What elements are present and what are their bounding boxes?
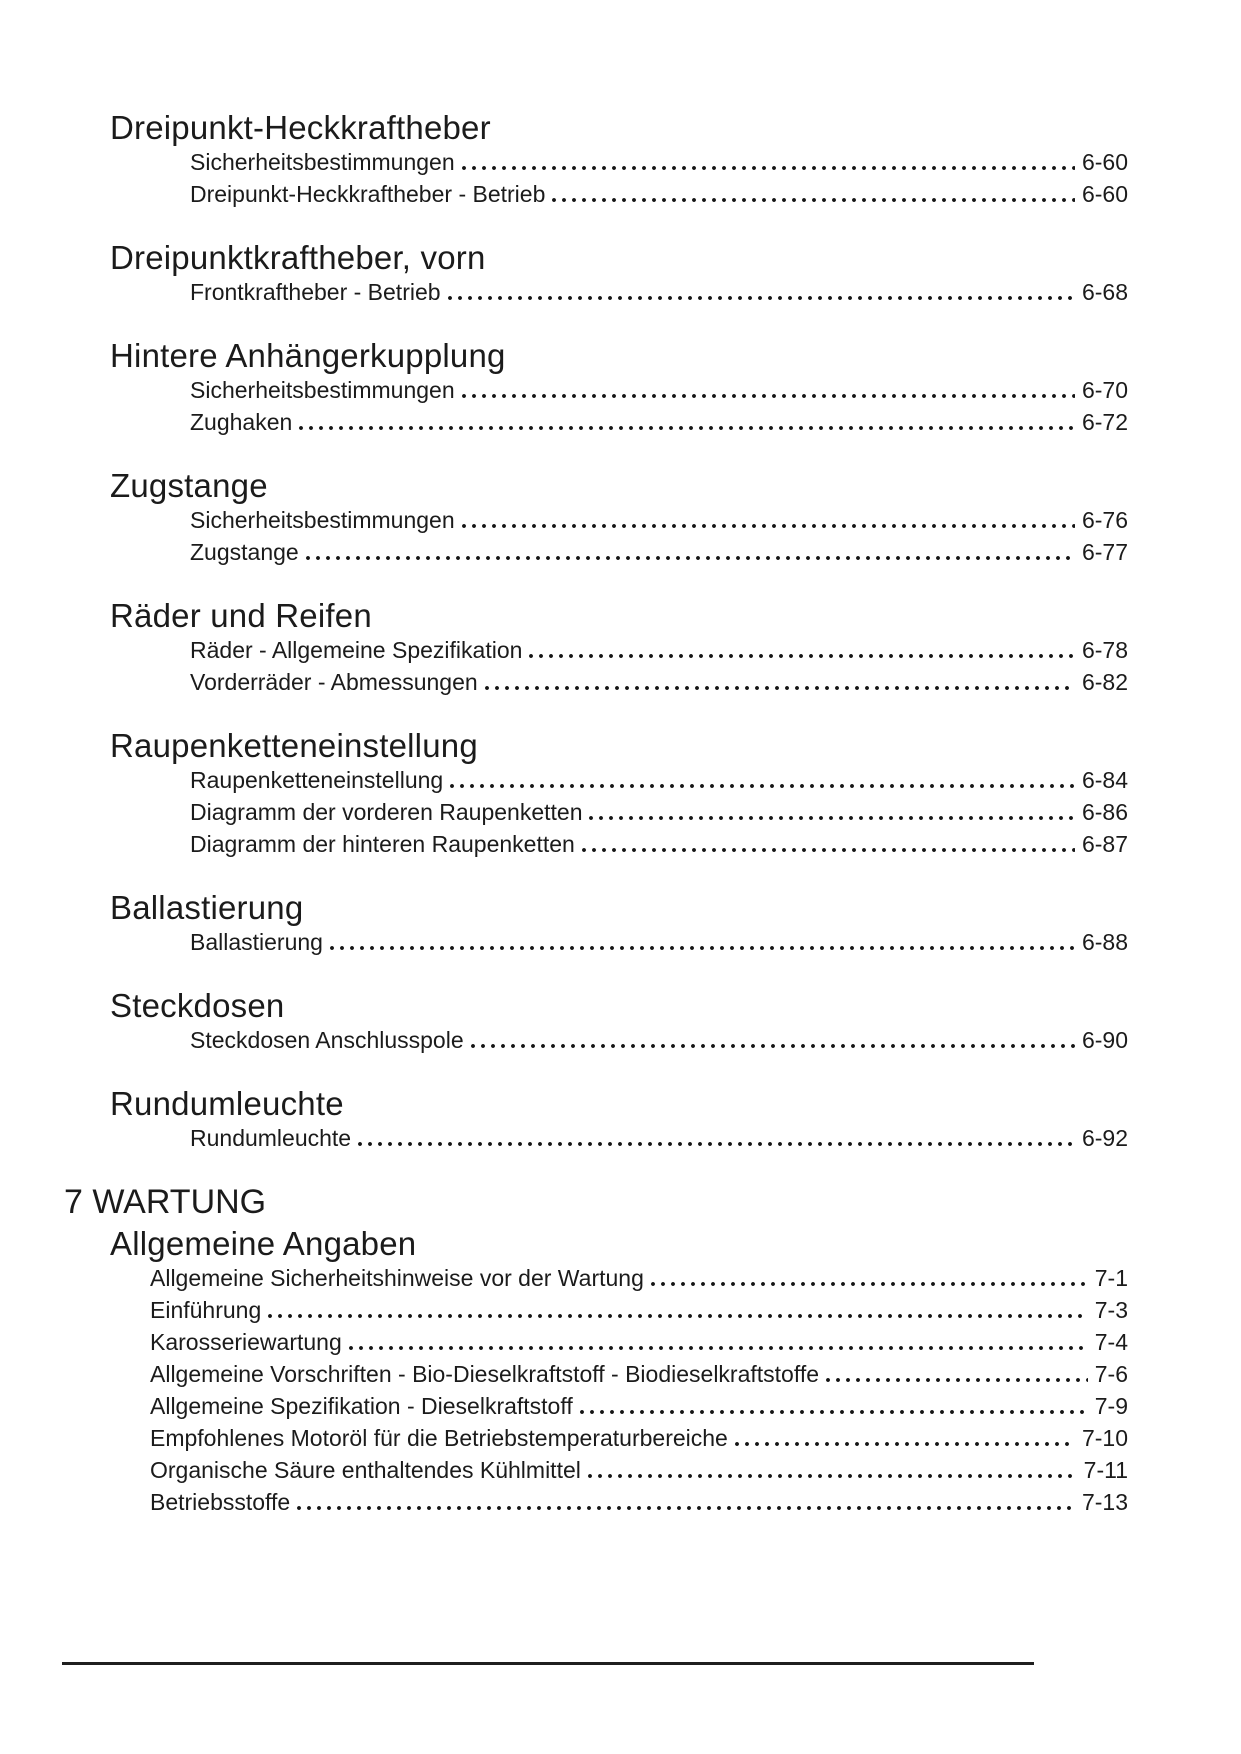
dot-leader — [349, 1346, 1088, 1350]
toc-section — [0, 1226, 1128, 1518]
toc-entry-label: Dreipunkt-Heckkraftheber - Betrieb — [190, 181, 546, 207]
toc-entry — [190, 406, 1128, 438]
toc-entry — [190, 666, 1128, 698]
section-entries — [190, 764, 1128, 860]
toc-entry — [150, 1358, 1128, 1390]
toc-entry — [190, 374, 1128, 406]
toc-entry-page: 6-68 — [1081, 279, 1128, 305]
dot-leader — [589, 816, 1074, 820]
section-title: Raupenketteneinstellung — [110, 727, 478, 764]
dot-leader — [529, 654, 1075, 658]
toc-section — [0, 728, 1128, 860]
toc-entry — [150, 1294, 1128, 1326]
section-entries — [190, 146, 1128, 210]
dot-leader — [826, 1378, 1088, 1382]
dot-leader — [306, 556, 1075, 560]
toc-entry — [190, 536, 1128, 568]
dot-leader — [485, 686, 1075, 690]
toc-entry-label: Raupenketteneinstellung — [190, 767, 444, 793]
toc-entry-page: 6-84 — [1081, 767, 1128, 793]
toc-section — [0, 598, 1128, 698]
toc-entry-label: Einführung — [150, 1297, 262, 1323]
section-entries — [190, 634, 1128, 698]
toc-entry — [150, 1454, 1128, 1486]
section-title: Zugstange — [110, 467, 268, 504]
dot-leader — [552, 198, 1075, 202]
toc-entry-page: 7-6 — [1094, 1361, 1128, 1387]
toc-entry — [150, 1326, 1128, 1358]
toc-entry — [190, 926, 1128, 958]
toc-entry — [190, 634, 1128, 666]
toc-section — [0, 468, 1128, 568]
toc-entry-label: Zughaken — [190, 409, 293, 435]
chapter-title: 7 WARTUNG — [64, 1183, 267, 1221]
toc-entry-label: Rundumleuchte — [190, 1125, 352, 1151]
toc-entry-page: 6-82 — [1081, 669, 1128, 695]
toc-entry-page: 7-4 — [1094, 1329, 1128, 1355]
section-entries — [190, 1024, 1128, 1056]
toc-entry-label: Empfohlenes Motoröl für die Betriebstemperaturbereiche — [150, 1425, 728, 1451]
dot-leader — [735, 1442, 1075, 1446]
toc-entry-label: Zugstange — [190, 539, 299, 565]
section-title: Hintere Anhängerkupplung — [110, 337, 506, 374]
toc-entry — [190, 828, 1128, 860]
toc-entry-page: 6-70 — [1081, 377, 1128, 403]
toc-entry-label: Karosseriewartung — [150, 1329, 342, 1355]
toc-entry-label: Allgemeine Spezifikation - Dieselkraftstoff — [150, 1393, 573, 1419]
dot-leader — [297, 1506, 1075, 1510]
dot-leader — [448, 296, 1075, 300]
dot-leader — [651, 1282, 1088, 1286]
toc-entry — [150, 1486, 1128, 1518]
toc-entry-label: Diagramm der vorderen Raupenketten — [190, 799, 583, 825]
toc-section — [0, 890, 1128, 958]
toc-entry-label: Vorderräder - Abmessungen — [190, 669, 478, 695]
toc-entry-page: 6-78 — [1081, 637, 1128, 663]
dot-leader — [462, 524, 1075, 528]
dot-leader — [330, 946, 1075, 950]
toc-entry-page: 6-86 — [1081, 799, 1128, 825]
section-entries — [190, 374, 1128, 438]
section-entries — [190, 504, 1128, 568]
footer-rule — [62, 1662, 1034, 1665]
toc-entry-page: 7-3 — [1094, 1297, 1128, 1323]
section-title: Allgemeine Angaben — [110, 1225, 417, 1262]
toc-entry-page: 7-1 — [1094, 1265, 1128, 1291]
section-entries — [190, 1122, 1128, 1154]
toc-entry-label: Frontkraftheber - Betrieb — [190, 279, 441, 305]
dot-leader — [462, 166, 1075, 170]
toc-entry-page: 6-76 — [1081, 507, 1128, 533]
section-title: Steckdosen — [110, 987, 285, 1024]
toc-entry — [190, 504, 1128, 536]
toc-entry-page: 6-92 — [1081, 1125, 1128, 1151]
toc-entry-page: 7-10 — [1081, 1425, 1128, 1451]
toc-entry-label: Steckdosen Anschlusspole — [190, 1027, 464, 1053]
toc-entry-label: Allgemeine Sicherheitshinweise vor der Wartung — [150, 1265, 644, 1291]
toc-entry-label: Allgemeine Vorschriften - Bio-Dieselkraftstoff - Biodieselkraftstoffe — [150, 1361, 819, 1387]
toc-entry-label: Sicherheitsbestimmungen — [190, 377, 455, 403]
toc-entry-page: 6-72 — [1081, 409, 1128, 435]
toc-entry-label: Diagramm der hinteren Raupenketten — [190, 831, 575, 857]
toc-section — [0, 1086, 1128, 1154]
toc-entry-label: Betriebsstoffe — [150, 1489, 291, 1515]
toc-entry-label: Organische Säure enthaltendes Kühlmittel — [150, 1457, 581, 1483]
toc-entry — [190, 276, 1128, 308]
toc-section — [0, 240, 1128, 308]
toc-entry-page: 7-11 — [1083, 1457, 1128, 1483]
toc-entry — [190, 1024, 1128, 1056]
toc-entry-page: 6-88 — [1081, 929, 1128, 955]
toc-entry-page: 6-60 — [1081, 149, 1128, 175]
dot-leader — [462, 394, 1075, 398]
section-title: Ballastierung — [110, 889, 304, 926]
section-entries — [190, 926, 1128, 958]
toc-entry-page: 6-90 — [1081, 1027, 1128, 1053]
toc-entry — [190, 178, 1128, 210]
dot-leader — [588, 1474, 1077, 1478]
toc-entry — [190, 796, 1128, 828]
toc-entry — [190, 764, 1128, 796]
toc-entry — [190, 1122, 1128, 1154]
toc-entry-page: 6-87 — [1081, 831, 1128, 857]
toc-entry-page: 6-60 — [1081, 181, 1128, 207]
dot-leader — [471, 1044, 1075, 1048]
toc-entry-label: Ballastierung — [190, 929, 323, 955]
toc-entry-label: Sicherheitsbestimmungen — [190, 507, 455, 533]
toc-entry — [150, 1262, 1128, 1294]
dot-leader — [582, 848, 1075, 852]
dot-leader — [450, 784, 1075, 788]
section-title: Dreipunkt-Heckkraftheber — [110, 109, 491, 146]
toc-entry-page: 7-13 — [1081, 1489, 1128, 1515]
toc-entry-label: Räder - Allgemeine Spezifikation — [190, 637, 523, 663]
section-entries — [150, 1262, 1128, 1518]
toc-section — [0, 988, 1128, 1056]
toc-entry-page: 7-9 — [1094, 1393, 1128, 1419]
dot-leader — [580, 1410, 1088, 1414]
section-title: Räder und Reifen — [110, 597, 372, 634]
toc-entry-page: 6-77 — [1081, 539, 1128, 565]
section-title: Dreipunktkraftheber, vorn — [110, 239, 486, 276]
section-title: Rundumleuchte — [110, 1085, 344, 1122]
dot-leader — [358, 1142, 1075, 1146]
dot-leader — [299, 426, 1075, 430]
dot-leader — [268, 1314, 1088, 1318]
toc-entry-label: Sicherheitsbestimmungen — [190, 149, 455, 175]
toc-section — [0, 110, 1128, 210]
toc-entry — [150, 1390, 1128, 1422]
section-entries — [190, 276, 1128, 308]
toc-entry — [190, 146, 1128, 178]
toc-section — [0, 338, 1128, 438]
toc-entry — [150, 1422, 1128, 1454]
